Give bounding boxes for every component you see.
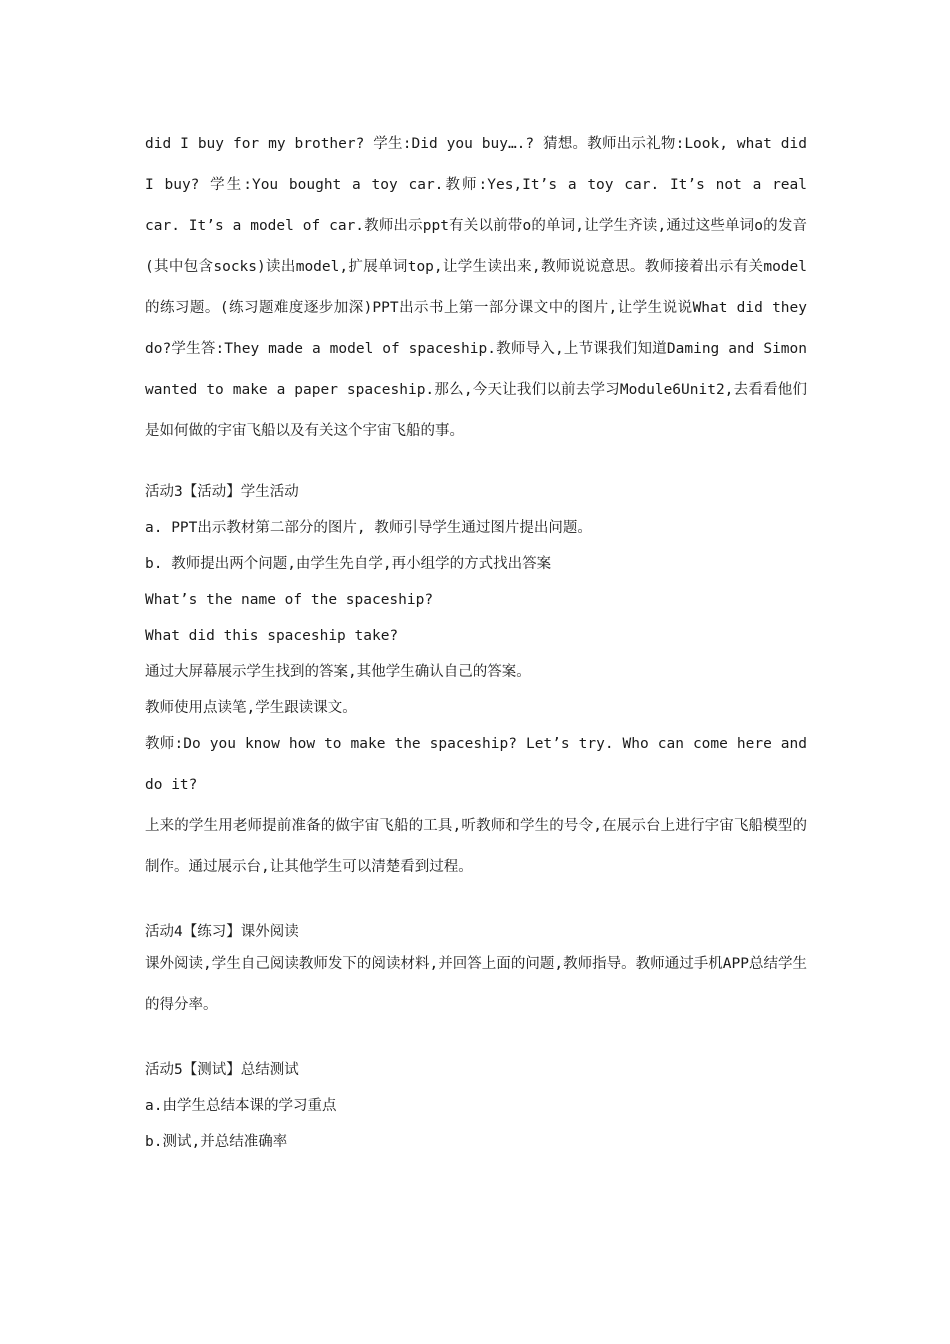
activity-3-teacher-paragraph: 教师:Do you know how to make the spaceship? Let’s try. Who can come here and do it? [145, 736, 807, 793]
document-body [145, 124, 807, 1160]
activity-3-section [145, 474, 807, 888]
activity-3-demo-paragraph: 上来的学生用老师提前准备的做宇宙飞船的工具,听教师和学生的号令,在展示台上进行宇宙飞船模型的制作。通过展示台,让其他学生可以清楚看到过程。 [145, 818, 807, 875]
activity-5-section [145, 1052, 807, 1160]
activity-4-section [145, 914, 807, 1026]
intro-paragraph: did I buy for my brother? 学生:Did you buy….? 猜想。教师出示礼物:Look, what did I buy? 学生:You bought a toy car.教师:Yes,It’s a toy car. It’s not a real car. It’s a model of car.教师出示ppt有关以前带o的单词,让学生齐读,通过这些单词o的发音(其中包含socks)读出model,扩展单词top,让学生读出来,教师说说意思。教师接着出示有关model的练习题。(练习题难度逐步加深)PPT出示书上第一部分课文中的图片,让学生说说What did they do?学生答:They made a model of spaceship.教师导入,上节课我们知道Daming and Simon wanted to make a paper spaceship.那么,今天让我们以前去学习Module6Unit2,去看看他们是如何做的宇宙飞船以及有关这个宇宙飞船的事。 [145, 136, 807, 439]
activity-3-line-b: b. 教师提出两个问题,由学生先自学,再小组学的方式找出答案 [145, 556, 552, 572]
activity-3-line-a: a. PPT出示教材第二部分的图片, 教师引导学生通过图片提出问题。 [145, 520, 592, 536]
activity-3-question-2: What did this spaceship take? [145, 628, 399, 644]
activity-3-line-c: 通过大屏幕展示学生找到的答案,其他学生确认自己的答案。 [145, 664, 531, 680]
activity-3-line-d: 教师使用点读笔,学生跟读课文。 [145, 700, 357, 716]
activity-5-title: 活动5【测试】总结测试 [145, 1062, 299, 1078]
activity-5-line-a: a.由学生总结本课的学习重点 [145, 1098, 337, 1114]
activity-5-line-b: b.测试,并总结准确率 [145, 1134, 288, 1150]
activity-4-title: 活动4【练习】课外阅读 [145, 924, 299, 940]
activity-3-title: 活动3【活动】学生活动 [145, 484, 299, 500]
activity-4-paragraph: 课外阅读,学生自己阅读教师发下的阅读材料,并回答上面的问题,教师指导。教师通过手机APP总结学生的得分率。 [145, 956, 807, 1013]
activity-3-question-1: What’s the name of the spaceship? [145, 592, 434, 608]
